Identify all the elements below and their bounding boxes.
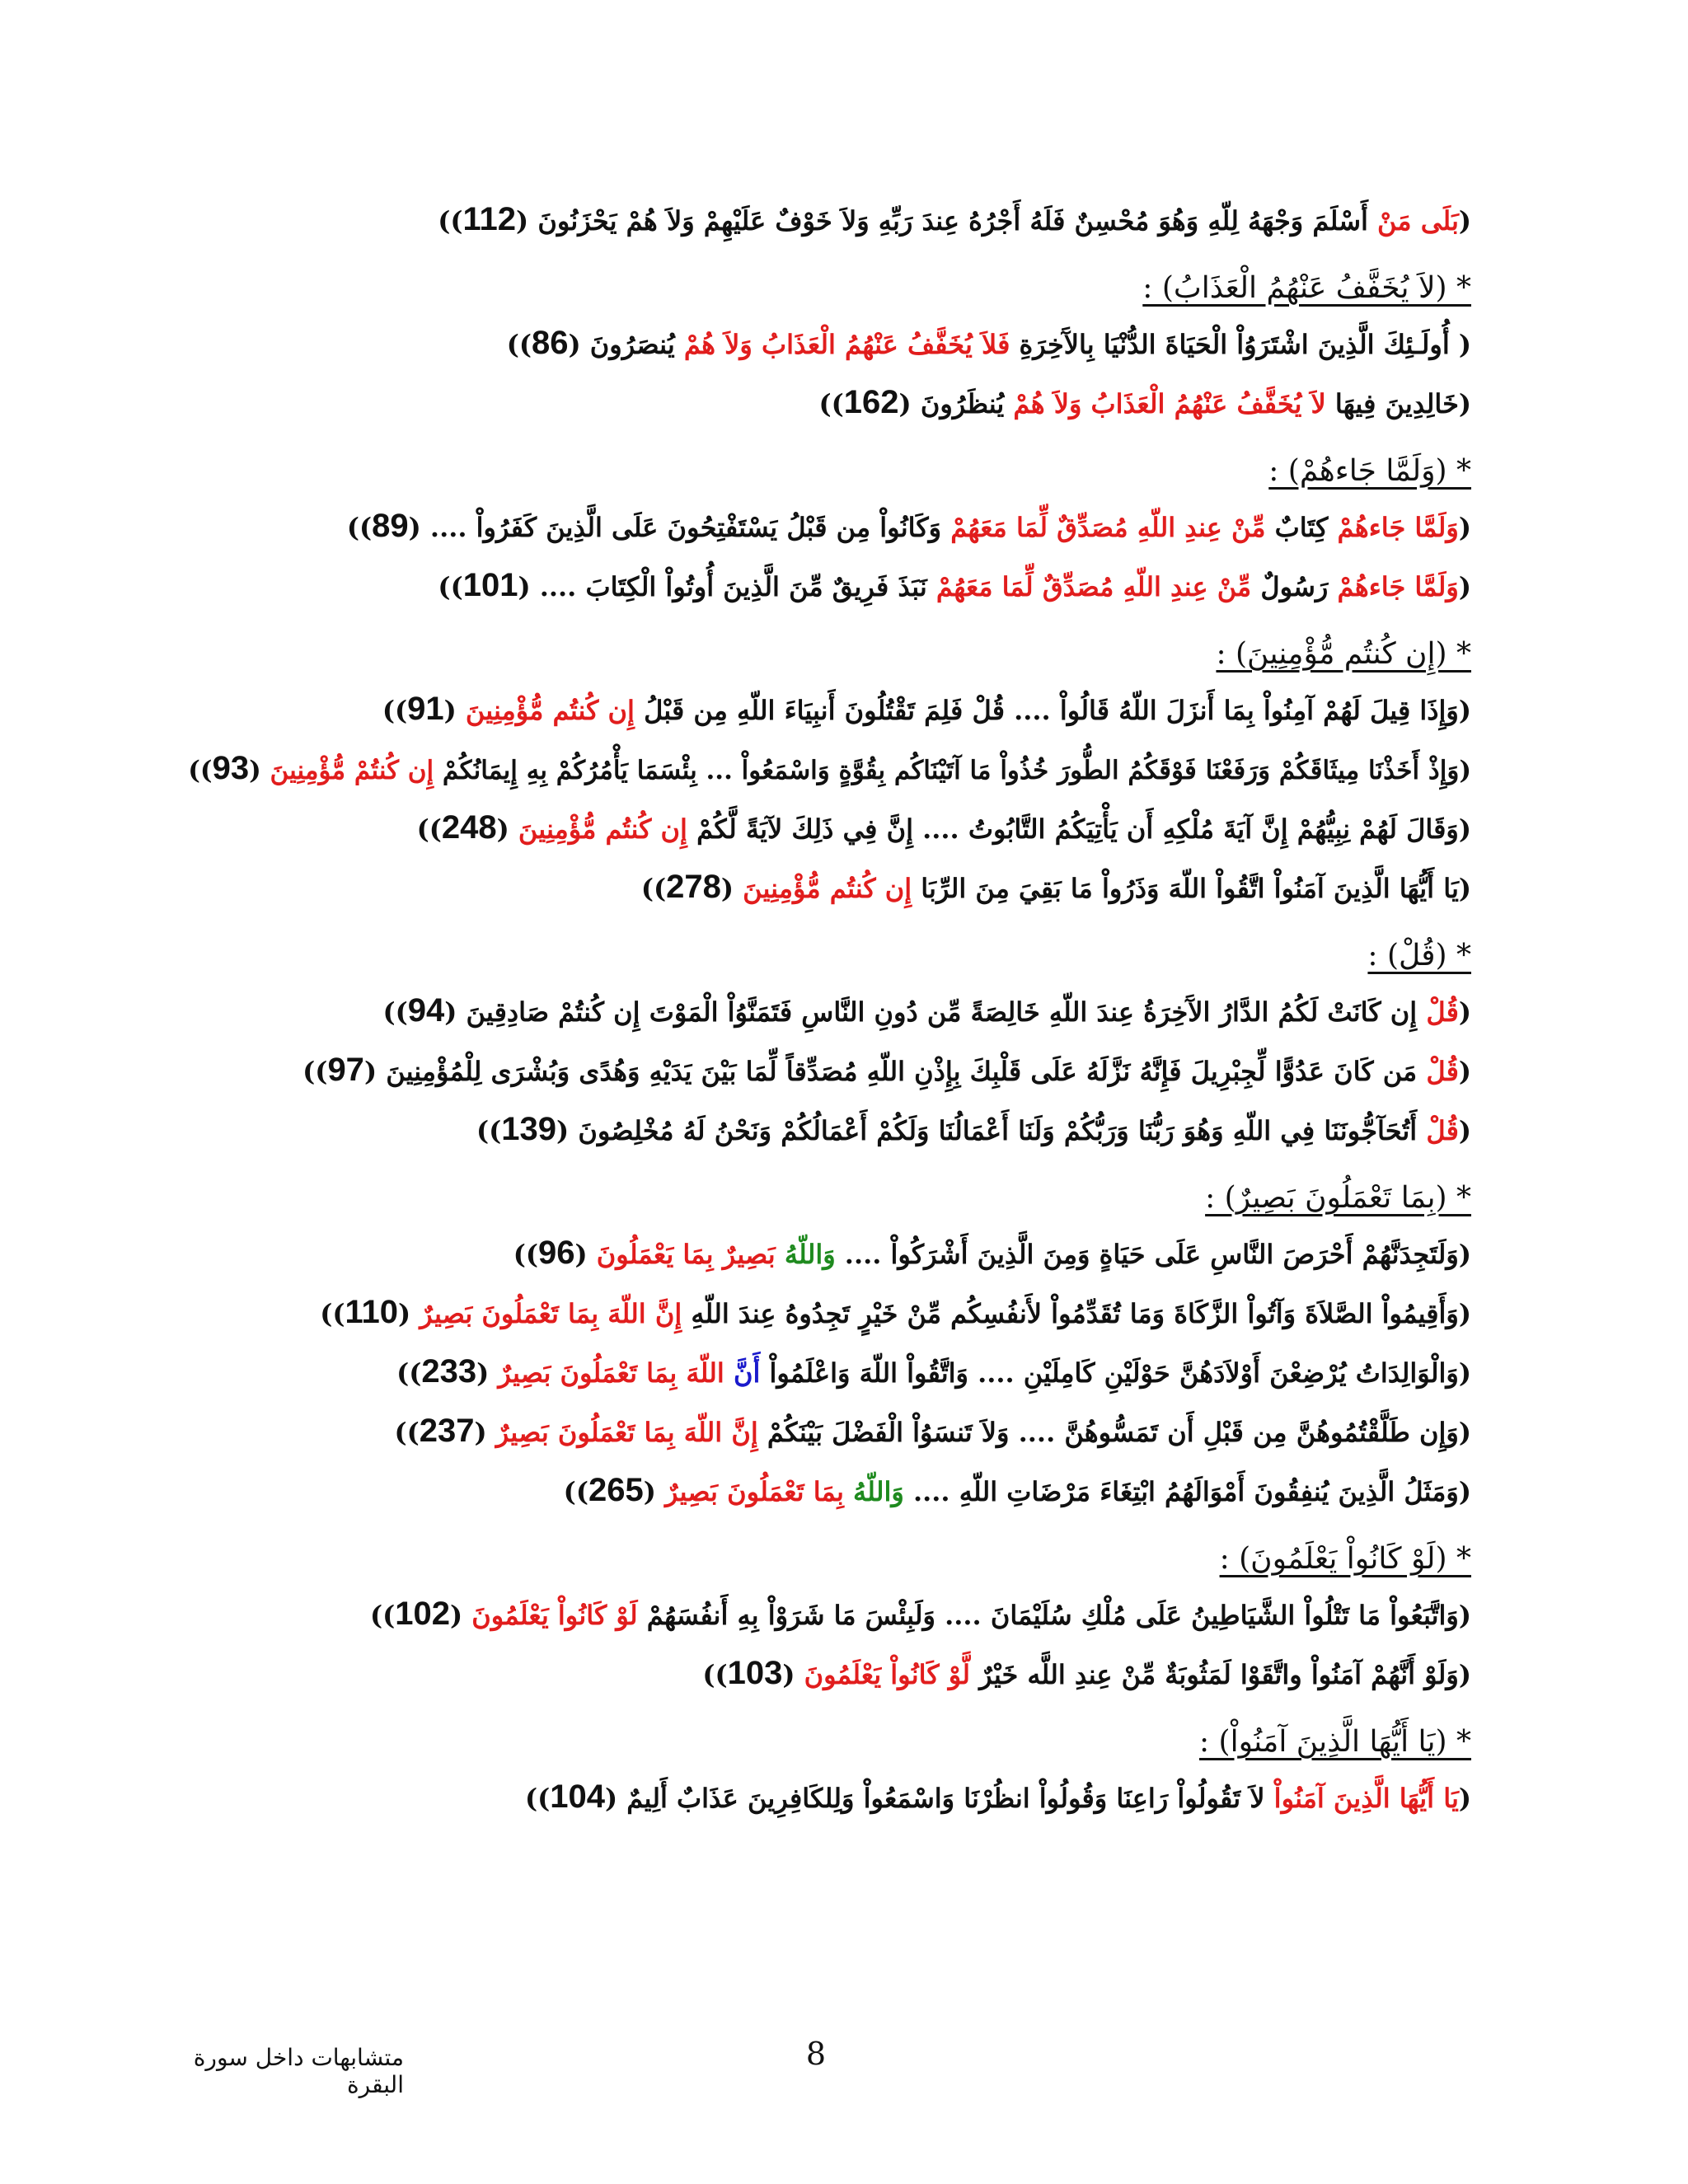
highlight-phrase: مِّنْ عِندِ اللّهِ مُصَدِّقٌ لِّمَا مَعَهُمْ [950, 512, 1266, 543]
verse-text: رَسُولٌ [1251, 571, 1338, 602]
verse-text: أَتُحَآجُّونَنَا فِي اللّهِ وَهُوَ رَبُّنَا وَرَبُّكُمْ وَلَنَا أَعْمَالُنَا وَلَكُمْ أَعْمَالُكُمْ وَنَحْنُ لَهُ مُخْلِصُونَ ( [556, 1115, 1427, 1146]
verse-close-bracket: )) [382, 695, 408, 726]
green-phrase: وَاللّهُ [853, 1476, 904, 1507]
verse-text: ( [1458, 1056, 1471, 1087]
section-heading [157, 635, 1471, 674]
highlight-phrase: لَوْ كَانُواْ يَعْلَمُونَ [471, 1600, 638, 1631]
section-heading-text: * (إِن كُنتُم مُّؤْمِنِينَ) : [1216, 637, 1471, 671]
section-heading-text: * (لَوْ كَانُواْ يَعْلَمُونَ) : [1219, 1542, 1471, 1576]
verse-close-bracket: )) [188, 756, 213, 785]
verse-text: (وَلَتَجِدَنَّهُمْ أَحْرَصَ النَّاسِ عَلَى حَيَاةٍ وَمِنَ الَّذِينَ أَشْرَكُواْ .... [835, 1239, 1471, 1270]
verse-line [157, 564, 1471, 607]
verse-line [157, 1409, 1471, 1452]
verse-text: أَسْلَمَ وَجْهَهُ لِلّهِ وَهُوَ مُحْسِنٌ فَلَهُ أَجْرُهُ عِندَ رَبِّهِ وَلاَ خَوْفٌ عَلَيْهِمْ وَلاَ هُمْ يَحْزَنُونَ ( [516, 205, 1378, 237]
highlight-phrase: إِن كُنتُم مُّؤْمِنِينَ [743, 873, 912, 904]
verse-line [157, 1108, 1471, 1151]
verse-close-bracket: )) [382, 996, 408, 1028]
verse-text: (وَإِذَا قِيلَ لَهُمْ آمِنُواْ بِمَا أَنزَلَ اللّهُ قَالُواْ .... قُلْ فَلِمَ تَقْتُلُونَ أَنبِيَاءَ اللّهِ مِن قَبْلُ [634, 695, 1471, 726]
section [157, 269, 1471, 424]
verse-close-bracket: )) [513, 1239, 539, 1270]
verse-open-bracket: ( [1458, 205, 1471, 237]
verse-text: ( [720, 873, 743, 904]
verse-text: (وَاتَّبَعُواْ مَا تَتْلُواْ الشَّيَاطِينُ عَلَى مُلْكِ سُلَيْمَانَ .... وَلَبِئْسَ مَا شَرَوْاْ بِهِ أَنفُسَهُمْ [637, 1600, 1471, 1631]
highlight-phrase: قُلْ [1426, 996, 1459, 1028]
intro-verse [157, 198, 1471, 241]
sections-container [157, 269, 1471, 1818]
verse-text: ( [1458, 996, 1471, 1028]
section [157, 452, 1471, 607]
verse-text: مَن كَانَ عَدُوًّا لِّجِبْرِيلَ فَإِنَّهُ نَزَّلَهُ عَلَى قَلْبِكَ بِإِذْنِ اللّهِ مُصَدِّقاً لِّمَا بَيْنَ يَدَيْهِ وَهُدًى وَبُشْرَى لِلْمُؤْمِنِينَ ( [363, 1056, 1427, 1087]
verse-number: 93 [212, 750, 250, 786]
verse-close-bracket: )) [438, 571, 463, 602]
verse-number: 94 [407, 992, 445, 1029]
verse-line [157, 1775, 1471, 1818]
verse-line [157, 1291, 1471, 1333]
highlight-phrase: وَلَمَّا جَاءهُمْ [1337, 571, 1459, 602]
highlight-phrase: اللّهَ بِمَا تَعْمَلُونَ بَصِيرٌ [498, 1357, 734, 1389]
highlight-phrase: وَلَمَّا جَاءهُمْ [1337, 512, 1459, 543]
section-heading [157, 452, 1471, 491]
verse-number: 104 [550, 1779, 605, 1815]
highlight-phrase: بَلَى مَنْ [1377, 205, 1459, 237]
verse-close-bracket: )) [640, 873, 667, 904]
verse-close-bracket: )) [476, 1115, 502, 1146]
verse-text: يُنظَرُونَ ( [898, 388, 1014, 419]
verse-number: 112 [462, 201, 517, 237]
verse-number: 102 [395, 1596, 450, 1632]
section [157, 1179, 1471, 1511]
section-heading [157, 1540, 1471, 1579]
verse-close-bracket: )) [394, 1417, 420, 1448]
verse-text: ( [1458, 1115, 1471, 1146]
footer-title: متشابهات داخل سورة البقرة [193, 2044, 404, 2098]
section [157, 635, 1471, 908]
verse-close-bracket: )) [346, 512, 373, 543]
highlight-phrase: قُلْ [1426, 1115, 1459, 1146]
verse-text: نَبَذَ فَرِيقٌ مِّنَ الَّذِينَ أُوتُواْ الْكِتَابَ .... ( [518, 571, 936, 602]
verse-number: 248 [441, 809, 497, 846]
verse-close-bracket: )) [302, 1056, 328, 1087]
verse-line [157, 747, 1471, 790]
highlight-phrase: إِن كُنتُم مُّؤْمِنِينَ [465, 695, 635, 726]
verse-number: 86 [532, 325, 569, 361]
verse-close-bracket: )) [369, 1600, 396, 1631]
verse-close-bracket: )) [818, 388, 844, 419]
verse-close-bracket: )) [320, 1298, 345, 1329]
verse-number: 101 [462, 567, 518, 603]
verse-text: (وَإِذْ أَخَذْنَا مِيثَاقَكُمْ وَرَفَعْنَا فَوْقَكُمُ الطُّورَ خُذُواْ مَا آتَيْنَاكُم بِقُوَّةٍ وَاسْمَعُواْ ... بِئْسَمَا يَأْمُرُكُمْ بِهِ إِيمَانُكُمْ [434, 756, 1471, 785]
verse-text: ( [443, 695, 466, 726]
verse-text: (وَالْوَالِدَاتُ يُرْضِعْنَ أَوْلاَدَهُنَّ حَوْلَيْنِ كَامِلَيْنِ .... وَاتَّقُواْ اللّهَ وَاعْلَمُواْ [760, 1357, 1471, 1389]
section-heading-text: * (بِمَا تَعْمَلُونَ بَصِيرٌ) : [1205, 1181, 1471, 1215]
highlight-phrase: إِن كُنتُمْ مُّؤْمِنِينَ [270, 756, 434, 785]
verse-text: إِن كَانَتْ لَكُمُ الدَّارُ الآَخِرَةُ عِندَ اللّهِ خَالِصَةً مِّن دُونِ النَّاسِ فَتَمَنَّوُاْ الْمَوْتَ إِن كُنتُمْ صَادِقِينَ ( [444, 996, 1427, 1028]
verse-number: 237 [419, 1413, 475, 1449]
verse-number: 97 [327, 1052, 364, 1088]
verse-close-bracket: )) [524, 1783, 551, 1814]
verse-number: 89 [372, 508, 409, 544]
highlight-phrase: لاَ يُخَفَّفُ عَنْهُمُ الْعَذَابُ وَلاَ هُمْ [1013, 388, 1326, 419]
verse-text: ( [398, 1298, 420, 1329]
verse-line [157, 989, 1471, 1032]
highlight-phrase: إِن كُنتُم مُّؤْمِنِينَ [518, 813, 687, 845]
verse-text: كِتَابٌ [1265, 512, 1338, 543]
highlight-phrase: يَا أَيُّهَا الَّذِينَ آمَنُواْ [1273, 1783, 1459, 1814]
highlight-phrase: لَّوْ كَانُواْ يَعْلَمُونَ [804, 1659, 971, 1690]
highlight-phrase: فَلاَ يُخَفَّفُ عَنْهُمُ الْعَذَابُ وَلاَ هُمْ [683, 329, 1010, 360]
section-heading-text: * (قُلْ) : [1367, 939, 1471, 972]
section-heading [157, 269, 1471, 308]
verse-line [157, 806, 1471, 849]
verse-line [157, 1469, 1471, 1511]
verse-text: وَكَانُواْ مِن قَبْلُ يَسْتَفْتِحُونَ عَلَى الَّذِينَ كَفَرُواْ .... ( [408, 512, 951, 543]
section-heading-text: * (يَا أَيُّهَا الَّذِينَ آمَنُواْ) : [1198, 1725, 1471, 1759]
verse-text: (خَالِدِينَ فِيهَا [1325, 388, 1471, 419]
verse-close-bracket: )) [563, 1476, 588, 1507]
verse-number: 96 [538, 1235, 575, 1271]
verse-text: (وَلَوْ أَنَّهُمْ آمَنُواْ واتَّقَوْا لَمَثُوبَةٌ مِّنْ عِندِ اللَّه خَيْرٌ [970, 1659, 1471, 1690]
verse-text: ( أُولَـئِكَ الَّذِينَ اشْتَرَوُاْ الْحَيَاةَ الدُّنْيَا بِالآَخِرَةِ [1010, 329, 1471, 360]
verse-text: (يَا أَيُّهَا الَّذِينَ آمَنُواْ اتَّقُواْ اللّهَ وَذَرُواْ مَا بَقِيَ مِنَ الرِّبَا [912, 873, 1471, 904]
verse-text: ( [574, 1239, 597, 1270]
verse-line [157, 321, 1471, 364]
highlight-phrase: إِنَّ اللّهَ بِمَا تَعْمَلُونَ بَصِيرٌ [420, 1298, 682, 1329]
verse-text: ( [496, 813, 518, 845]
verse-close-bracket: )) [396, 1357, 422, 1389]
verse-line [157, 1048, 1471, 1091]
page-number: 8 [805, 2036, 827, 2072]
verse-line [157, 1350, 1471, 1393]
highlight-phrase: مِّنْ عِندِ اللّهِ مُصَدِّقٌ لِّمَا مَعَهُمْ [935, 571, 1252, 602]
section-heading [157, 936, 1471, 976]
verse-line [157, 504, 1471, 547]
section-heading [157, 1179, 1471, 1218]
verse-text: ( [450, 1600, 472, 1631]
verse-line [157, 381, 1471, 424]
verse-line [157, 865, 1471, 908]
verse-text: ( [782, 1659, 804, 1690]
section-heading-text: * (لاَ يُخَفَّفُ عَنْهُمُ الْعَذَابُ) : [1142, 271, 1471, 305]
verse-number: 103 [727, 1655, 783, 1691]
verse-line [157, 687, 1471, 730]
section [157, 936, 1471, 1151]
highlight-phrase: بَصِيرٌ بِمَا يَعْمَلُونَ [596, 1239, 785, 1270]
verse-number: 278 [666, 869, 721, 905]
verse-number: 162 [843, 384, 899, 420]
verse-text: (وَمَثَلُ الَّذِينَ يُنفِقُونَ أَمْوَالَهُمُ ابْتِغَاءَ مَرْضَاتِ اللّهِ .... [903, 1476, 1471, 1507]
section [157, 1722, 1471, 1818]
highlight-phrase: قُلْ [1426, 1056, 1459, 1087]
verse-text: ( [643, 1476, 665, 1507]
verse-number: 265 [588, 1472, 644, 1508]
document-content [157, 198, 1471, 1835]
verse-close-bracket: )) [438, 205, 463, 237]
verse-text: (وَإِن طَلَّقْتُمُوهُنَّ مِن قَبْلِ أَن تَمَسُّوهُنَّ .... وَلاَ تَنسَوُاْ الْفَضْلَ بَيْنَكُمْ [757, 1417, 1471, 1448]
section-heading [157, 1722, 1471, 1762]
verse-text: ( [1458, 1783, 1471, 1814]
verse-number: 233 [421, 1353, 477, 1390]
blue-phrase: أَنَّ [733, 1357, 761, 1389]
verse-close-bracket: )) [416, 813, 442, 845]
verse-text: ( [249, 756, 270, 785]
verse-text: لاَ تَقُولُواْ رَاعِنَا وَقُولُواْ انظُرْنَا وَاسْمَعُواْ وَلِلكَافِرِينَ عَذَابٌ أَلِيمٌ ( [604, 1783, 1274, 1814]
verse-line [157, 1231, 1471, 1274]
verse-text: ( [1458, 512, 1471, 543]
verse-close-bracket: )) [702, 1659, 728, 1690]
section [157, 1540, 1471, 1694]
verse-text: ( [476, 1357, 499, 1389]
verse-number: 110 [345, 1294, 398, 1330]
green-phrase: وَاللّهُ [784, 1239, 836, 1270]
highlight-phrase: بِمَا تَعْمَلُونَ بَصِيرٌ [664, 1476, 853, 1507]
verse-text: (وَأَقِيمُواْ الصَّلاَةَ وَآتُواْ الزَّكَاةَ وَمَا تُقَدِّمُواْ لأَنفُسِكُم مِّنْ خَيْرٍ تَجِدُوهُ عِندَ اللّهِ [682, 1298, 1471, 1329]
section-heading-text: * (وَلَمَّا جَاءهُمْ) : [1268, 454, 1471, 488]
verse-line [157, 1652, 1471, 1694]
verse-line [157, 1592, 1471, 1635]
highlight-phrase: إِنَّ اللّهَ بِمَا تَعْمَلُونَ بَصِيرٌ [495, 1417, 758, 1448]
verse-text: (وَقَالَ لَهُمْ نِبِيُّهُمْ إِنَّ آيَةَ مُلْكِهِ أَن يَأْتِيَكُمُ التَّابُوتُ .... إِنَّ فِي ذَلِكَ لآيَةً لَّكُمْ [687, 813, 1471, 845]
verse-text: ( [474, 1417, 496, 1448]
verse-text: ( [1458, 571, 1471, 602]
verse-number: 139 [501, 1111, 557, 1147]
verse-number: 91 [407, 691, 444, 727]
verse-close-bracket: )) [506, 329, 532, 360]
verse-text: يُنصَرُونَ ( [568, 329, 684, 360]
